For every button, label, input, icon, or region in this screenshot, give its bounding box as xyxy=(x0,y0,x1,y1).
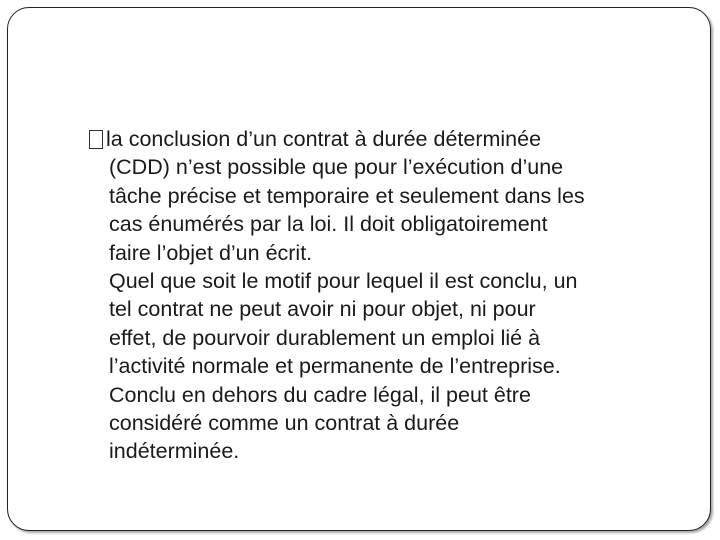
box-bullet-icon xyxy=(89,130,103,149)
text-line-5: faire l’objet d’un écrit. xyxy=(109,240,313,265)
text-line-6: Quel que soit le motif pour lequel il est conclu, un xyxy=(109,269,578,294)
text-line-11: considéré comme un contrat à durée xyxy=(109,411,460,436)
text-line-2: (CDD) n’est possible que pour l’exécution d’une xyxy=(109,155,564,180)
text-line-8: effet, de pourvoir durablement un emploi lié à xyxy=(109,325,541,350)
slide-body-text xyxy=(89,125,689,466)
text-line-12: indéterminée. xyxy=(109,439,240,464)
text-line-7: tel contrat ne peut avoir ni pour objet, ni pour xyxy=(109,297,536,322)
text-line-9: l’activité normale et permanente de l’entreprise. xyxy=(109,354,561,379)
text-line-1: la conclusion d’un contrat à durée déterminée xyxy=(106,127,542,151)
slide-frame xyxy=(7,7,711,531)
text-line-3: tâche précise et temporaire et seulement dans les xyxy=(109,183,585,208)
text-line-10: Conclu en dehors du cadre légal, il peut être xyxy=(109,382,531,407)
text-line-4: cas énumérés par la loi. Il doit obligatoirement xyxy=(109,212,548,237)
bullet-first-line xyxy=(89,125,689,153)
bullet-continuation xyxy=(89,153,689,465)
